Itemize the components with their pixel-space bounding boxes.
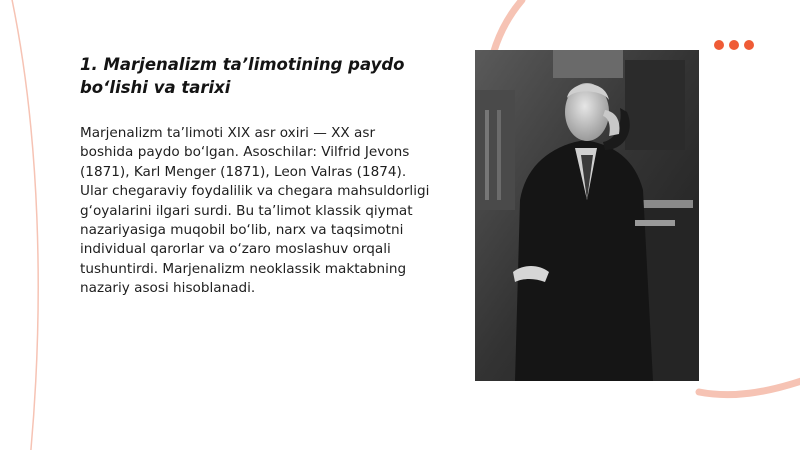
- portrait-photo: [475, 50, 699, 381]
- slide-body-text: Marjenalizm ta’limoti XIX asr oxiri — XX asr boshida paydo bo‘lgan. Asoschilar: Vilfrid Jevons (1871), Karl Menger (1871), Leon Valras (1874). Ular chegaraviy foydalilik va chegara mahsuldorligi g‘oyalarini ilgari surdi. Bu ta’limot klassik qiymat nazariyasiga muqobil bo‘lib, narx va taqsimotni individual qarorlar va o‘zaro moslashuv orqali tushuntirdi. Marjenalizm neoklassik maktabning nazariy asosi hisoblanadi.: [80, 125, 430, 297]
- slide-title: 1. Marjenalizm ta’limotining paydo bo‘lishi va tarixi: [80, 55, 405, 97]
- portrait-illustration: [475, 50, 699, 381]
- dot: [729, 40, 739, 50]
- dot: [714, 40, 724, 50]
- dots-icon: [714, 40, 754, 50]
- bottom-right-arc: [699, 378, 800, 395]
- dot: [744, 40, 754, 50]
- left-arc: [10, 0, 38, 450]
